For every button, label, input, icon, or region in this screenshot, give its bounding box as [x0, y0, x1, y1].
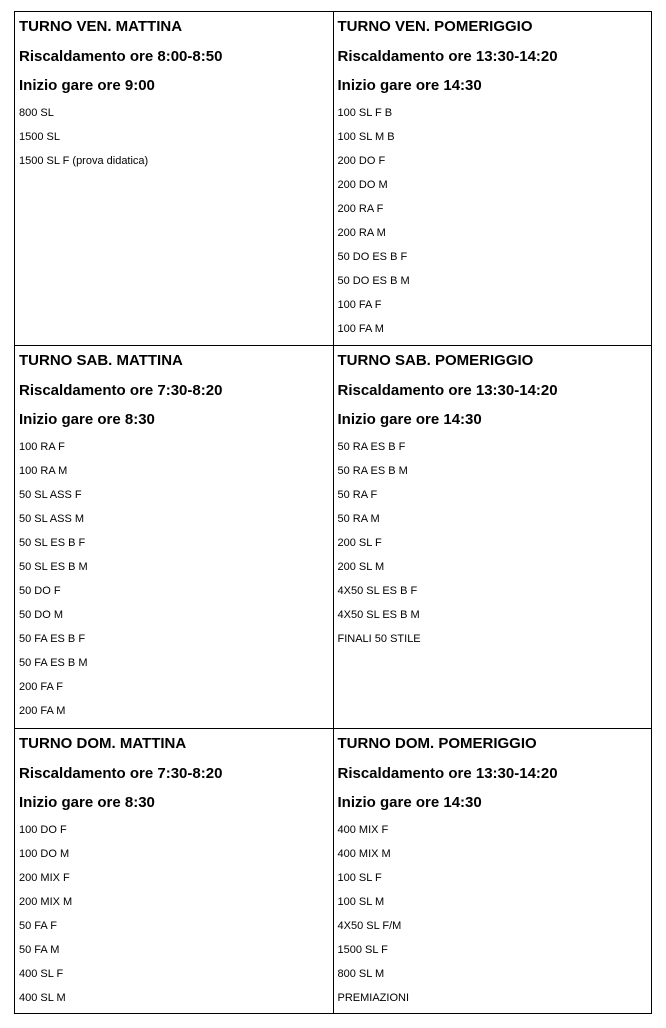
- event-item: 200 RA M: [337, 227, 386, 239]
- event-item: 4X50 SL ES B F: [337, 585, 418, 597]
- event-item: 1500 SL: [19, 131, 60, 143]
- session-title: TURNO SAB. MATTINA: [19, 352, 183, 369]
- race-start-time: Inizio gare ore 8:30: [19, 411, 155, 428]
- event-item: 200 DO F: [337, 155, 386, 167]
- event-item: 400 SL F: [19, 968, 64, 980]
- race-start-time: Inizio gare ore 14:30: [337, 794, 482, 811]
- event-item: 1500 SL F (prova didatica): [19, 155, 149, 167]
- event-list: [19, 818, 329, 1010]
- event-item: 800 SL: [19, 107, 54, 119]
- event-item: 50 DO ES B M: [337, 275, 410, 287]
- event-item: 50 SL ASS M: [19, 513, 85, 525]
- event-item: 50 RA F: [337, 489, 378, 501]
- session-title: TURNO VEN. POMERIGGIO: [337, 18, 533, 35]
- warmup-time: Riscaldamento ore 13:30-14:20: [337, 765, 558, 782]
- event-item: 100 SL F: [337, 872, 382, 884]
- event-item: 200 FA F: [19, 681, 64, 693]
- session-cell: [333, 729, 652, 1014]
- schedule-row: [15, 729, 652, 1014]
- session-cell: [333, 12, 652, 346]
- event-item: 50 RA ES B F: [337, 441, 406, 453]
- event-item: 200 MIX M: [19, 896, 73, 908]
- session-title: TURNO VEN. MATTINA: [19, 18, 183, 35]
- warmup-time: Riscaldamento ore 13:30-14:20: [337, 48, 558, 65]
- event-item: 50 SL ES B F: [19, 537, 86, 549]
- event-item: 400 SL M: [19, 992, 66, 1004]
- session-title: TURNO DOM. POMERIGGIO: [337, 735, 537, 752]
- event-item: 200 FA M: [19, 705, 66, 717]
- event-item: PREMIAZIONI: [337, 992, 410, 1004]
- event-item: 50 FA ES B F: [19, 633, 86, 645]
- session-cell: [15, 729, 334, 1014]
- race-start-time: Inizio gare ore 9:00: [19, 77, 155, 94]
- event-item: 100 RA M: [19, 465, 68, 477]
- event-list: [338, 818, 648, 1010]
- race-start-time: Inizio gare ore 14:30: [337, 77, 482, 94]
- event-list: [19, 101, 329, 173]
- event-item: 1500 SL F: [337, 944, 388, 956]
- event-item: 50 DO M: [19, 609, 64, 621]
- event-item: 400 MIX M: [337, 848, 391, 860]
- warmup-time: Riscaldamento ore 7:30-8:20: [19, 382, 223, 399]
- event-list: [338, 435, 648, 651]
- schedule-table: [14, 11, 652, 1014]
- event-item: 50 SL ASS F: [19, 489, 82, 501]
- event-item: 50 FA M: [19, 944, 60, 956]
- event-list: [19, 435, 329, 723]
- event-item: 50 RA ES B M: [337, 465, 408, 477]
- session-cell: [15, 346, 334, 729]
- race-start-time: Inizio gare ore 8:30: [19, 794, 155, 811]
- event-item: 50 DO F: [19, 585, 61, 597]
- event-item: 100 FA F: [337, 299, 382, 311]
- event-item: 50 RA M: [337, 513, 380, 525]
- event-item: 200 SL M: [337, 561, 385, 573]
- event-item: 200 MIX F: [19, 872, 70, 884]
- event-item: 100 SL M: [337, 896, 385, 908]
- warmup-time: Riscaldamento ore 13:30-14:20: [337, 382, 558, 399]
- event-item: 200 SL F: [337, 537, 382, 549]
- event-item: 4X50 SL ES B M: [337, 609, 420, 621]
- event-item: 400 MIX F: [337, 824, 389, 836]
- event-item: 100 SL F B: [337, 107, 393, 119]
- race-start-time: Inizio gare ore 14:30: [337, 411, 482, 428]
- event-list: [338, 101, 648, 341]
- event-item: 200 DO M: [337, 179, 388, 191]
- event-item: 50 SL ES B M: [19, 561, 88, 573]
- event-item: 100 DO M: [19, 848, 70, 860]
- event-item: 100 SL M B: [337, 131, 395, 143]
- event-item: 50 FA F: [19, 920, 57, 932]
- event-item: 200 RA F: [337, 203, 384, 215]
- event-item: 4X50 SL F/M: [337, 920, 402, 932]
- event-item: 800 SL M: [337, 968, 385, 980]
- event-item: 50 DO ES B F: [337, 251, 408, 263]
- session-title: TURNO DOM. MATTINA: [19, 735, 187, 752]
- warmup-time: Riscaldamento ore 7:30-8:20: [19, 765, 223, 782]
- event-item: FINALI 50 STILE: [337, 633, 421, 645]
- warmup-time: Riscaldamento ore 8:00-8:50: [19, 48, 223, 65]
- event-item: 100 RA F: [19, 441, 65, 453]
- session-cell: [333, 346, 652, 729]
- session-cell: [15, 12, 334, 346]
- schedule-row: [15, 346, 652, 729]
- session-title: TURNO SAB. POMERIGGIO: [337, 352, 534, 369]
- event-item: 100 FA M: [337, 323, 384, 335]
- event-item: 100 DO F: [19, 824, 67, 836]
- event-item: 50 FA ES B M: [19, 657, 88, 669]
- schedule-row: [15, 12, 652, 346]
